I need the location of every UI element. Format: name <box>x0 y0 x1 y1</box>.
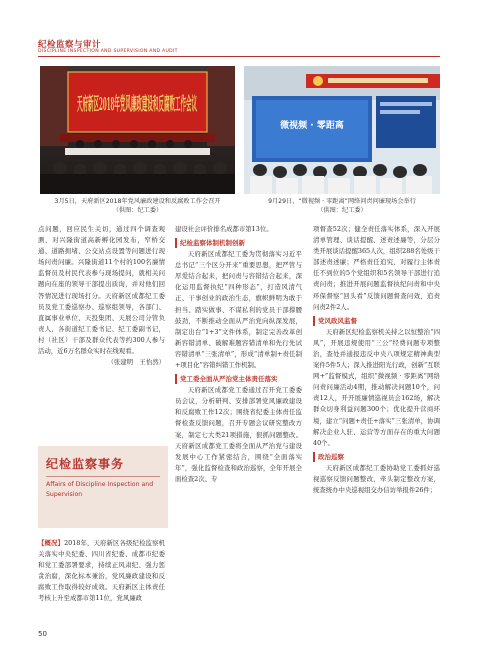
col3-subhead-1: 党风政风监督 <box>313 316 440 326</box>
col3-subhead-2: 政治巡察 <box>313 452 440 462</box>
photo-livestream <box>244 66 440 194</box>
header-rule <box>38 56 440 57</box>
col3-paragraph-2: 天府新区纪检监察机关持之以恒整治“四风”，开展违规使用“三公”经费问题专项整治，查处并通报违反中央八项规定精神典型案件5件5人；深入推进阳光行政，创新“互联网+”监督模式，组织“微视频 · 零距离”网络问责问廉活动4期，推动解决问题10个，问责12人，开开展廉情巡视员会162场，解决群众切身利益问题300个；优化提升营商环境，建立“问题+责任+落实”三张清单，协调解决企业人驻、运营等方面存在的重大问题40个。 <box>313 327 440 447</box>
col2-paragraph-3: 天府新区成都党工委通过召开党工委委员会议，分析研判、安排部署党风廉政建设和反腐败工作12次；围绕省纪委主体责任监督检查反馈问题，召开专题会议研究整改方案，制定七大类21项措施，狠抓问题整改。天府新区成都党工委将全面从严治党与建设发展中心工作紧密结合，围绕“全面落实年”，强化监督检查和政治巡察，全年开展全面检查2次、专 <box>175 386 302 483</box>
caption-conference-line2: （供图：纪工委） <box>112 207 163 214</box>
column-1-lower <box>38 538 165 605</box>
screen-title: 微视频 · 零距离 <box>280 121 344 131</box>
section-title-en: Affairs of Discipline Inspection and Supervision <box>46 476 160 499</box>
col3-paragraph-3: 天府新区成都纪工委协助党工委抓好巡视巡察反馈问题整改，牵头制定整改方案，统查统办中央巡视组交办信访举报件26件； <box>313 463 440 494</box>
caption-livestream-line2: （供图：纪工委） <box>317 207 367 214</box>
header-title: 纪检监察与审计 <box>38 40 102 50</box>
photo-livestream-image <box>244 66 440 194</box>
photo-conference <box>40 66 235 194</box>
col1-paragraph-2-text: 2018年，天府新区各级纪检监察机关落实中央纪委、四川省纪委、成都市纪委和党工委部署要求，持续正风肃纪、强力惩贪治腐，深化标本兼治，党风廉政建设和反腐败工作取得较好成效。天府新区主体责任考核上升至成都市第11位，党风廉政 <box>38 539 166 603</box>
column-2 <box>175 224 302 485</box>
caption-conference <box>40 197 235 215</box>
column-3 <box>313 224 440 496</box>
page-number: 50 <box>38 630 47 638</box>
col3-paragraph-1: 项督查52次；健全责任落实体系，深入开展清单管理、谈话提醒、述责述廉等，分层分类开展谈话提醒365人次，组织288名处级干部述责述廉；严格责任追究，对履行主体责任不到位的5个党组织和5名领导干部进行追责问责；推进开展问题监督执纪问责和中央环保督察“回头看”反馈问题督查问效，追责问责2件2人。 <box>313 225 440 311</box>
banner-calligraphy <box>77 93 197 115</box>
col2-paragraph-1: 建设社会评价排名成都市第13位。 <box>175 225 273 233</box>
col1-signature: （张建明 王怡然） <box>107 358 165 367</box>
column-1 <box>38 224 165 368</box>
header-subtitle: DISCIPLINE INSPECTION AND SUPERVISION AND AUDIT <box>38 49 178 54</box>
section-title: 纪检监察事务 <box>46 457 125 471</box>
section-heading-box <box>38 446 168 528</box>
col1-paragraph-1: 点问题，回应民生关切，通过四个调查观测，对兴隆街道高新孵化园发布，窄桥交通、道路拥堵、公交站点设置等问题进行现场问责问廉。兴隆街道11个村的100名廉情监督员及村民代表参与现场提问，就相关问题向在座的领导干部提出质询，并对他们回答情况进行现场打分。天府新区成都纪工委员及党工委巡察办、巡察组领导，各部门、直属事业单位、天投集团、天展公司分管负责人，各街道纪工委书记、纪工委副书记，村（社区）干部及群众代表等约300人参与活动，近6万名群众实时在线观看。 <box>38 225 165 356</box>
col1-tag-overview: 【概况】 <box>38 539 65 547</box>
col2-subhead-1: 纪检监察体制机制创新 <box>175 238 302 248</box>
photo-conference-image <box>40 66 235 194</box>
caption-livestream-line1: 9月29日，“微视频 · 零距离”网络问责问廉现场会举行 <box>268 198 416 205</box>
col2-subhead-2: 党工委全面从严治党主体责任落实 <box>175 374 302 384</box>
col1-paragraph-2 <box>38 538 165 605</box>
col2-paragraph-2: 天府新区成都纪工委为贯彻落实习近平总书记“三个区分开来”重要思想，把严管与厚爱结合起来，把问责与容错结合起来，深化运用监督执纪“四种形态”，打造风清气正、干事创业的政治生态，旗帜鲜明为敢于担当、踏实做事、不谋私利的党员干部撑腰鼓劲，不断推动全面从严治党向纵深发展，制定出台“1+3”文件体系，制定完善改革创新容错清单、破解难题容错清单和先行先试容错清单“三张清单”，形成“清单制+责任制+项目化”容错纠错工作机制。 <box>175 250 302 370</box>
caption-conference-line1: 3月5日，天府新区2018年党风廉政建设和反腐败工作会召开 <box>54 198 221 205</box>
caption-livestream <box>244 197 440 215</box>
